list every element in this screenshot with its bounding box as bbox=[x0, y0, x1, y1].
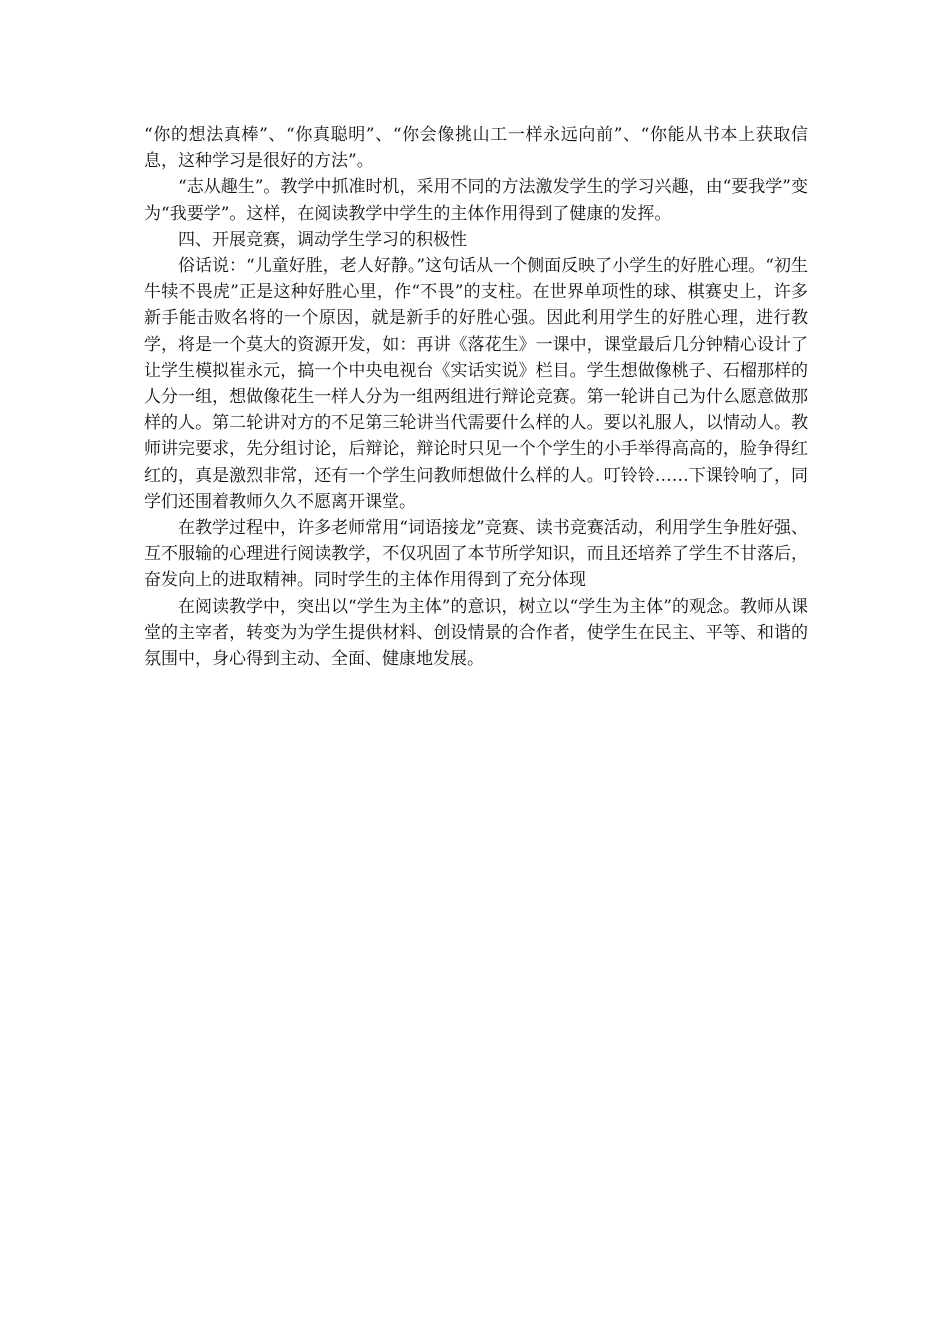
body-text bbox=[144, 122, 808, 672]
paragraph-interest: “志从趣生”。教学中抓准时机，采用不同的方法激发学生的学习兴趣，由“要我学”变为“我要学”。这样，在阅读教学中学生的主体作用得到了健康的发挥。 bbox=[144, 177, 808, 224]
paragraph-teaching-process: 在教学过程中，许多老师常用“词语接龙”竞赛、读书竞赛活动，利用学生争胜好强、互不服输的心理进行阅读教学，不仅巩固了本节所学知识，而且还培养了学生不甘落后，奋发向上的进取精神。同时学生的主体作用得到了充分体现 bbox=[144, 518, 808, 591]
paragraph-conclusion: 在阅读教学中，突出以“学生为主体”的意识，树立以“学生为主体”的观念。教师从课堂的主宰者，转变为为学生提供材料、创设情景的合作者，使学生在民主、平等、和谐的氛围中，身心得到主动、全面、健康地发展。 bbox=[144, 596, 808, 670]
section-heading-competition: 四、开展竞赛，调动学生学习的积极性 bbox=[178, 229, 467, 250]
paragraph-proverb-competition: 俗话说：“儿童好胜，老人好静。”这句话从一个侧面反映了小学生的好胜心理。“初生牛犊不畏虎”正是这种好胜心里，作“不畏”的支柱。在世界单项性的球、棋赛史上，许多新手能击败名将的一个原因，就是新手的好胜心强。因此利用学生的好胜心理，进行教学，将是一个莫大的资源开发，如：再讲《落花生》一课中，课堂最后几分钟精心设计了让学生模拟崔永元，搞一个中央电视台《实话实说》栏目。学生想做像桃子、石榴那样的人分一组，想做像花生一样人分为一组两组进行辩论竞赛。第一轮讲自己为什么愿意做那样的人。第二轮讲对方的不足第三轮讲当代需要什么样的人。要以礼服人，以情动人。教师讲完要求，先分组讨论，后辩论，辩论时只见一个个学生的小手举得高高的，脸争得红红的，真是激烈非常，还有一个学生问教师想做什么样的人。叮铃铃……下课铃响了，同学们还围着教师久久不愿离开课堂。 bbox=[144, 256, 808, 512]
paragraph-praise-examples: “你的想法真棒”、“你真聪明”、“你会像挑山工一样永远向前”、“你能从书本上获取信息，这种学习是很好的方法”。 bbox=[144, 125, 808, 172]
